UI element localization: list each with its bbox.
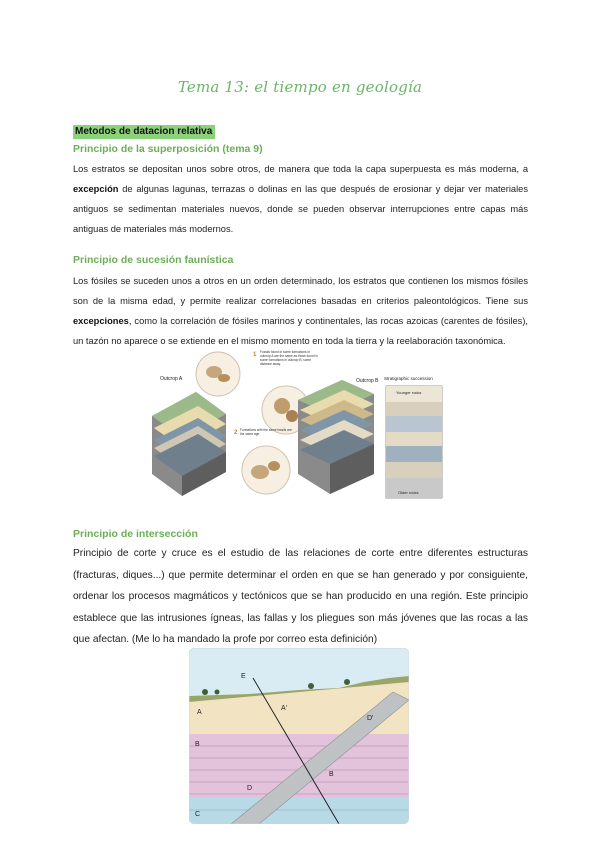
label-d-prime: D' bbox=[367, 715, 374, 722]
note1-text: Fossils found in some formations in outcrop A are the same as those found in some formations in outcrop B, some distance away. bbox=[260, 350, 318, 366]
faunistica-text-2: , como la correlación de fósiles marinos y continentales, las rocas azoicas (carentes de fósiles), un tazón no aparece o se extiende en el mismo momento en toda la tierra y la reelaboración taxonómica. bbox=[73, 316, 528, 346]
superposicion-paragraph bbox=[73, 159, 528, 239]
section-heading: Metodos de datacion relativa bbox=[73, 125, 215, 139]
outcrop-a-label: Outcrop A bbox=[160, 376, 183, 382]
superposicion-bold: excepción bbox=[73, 184, 119, 194]
label-a: A bbox=[197, 709, 202, 716]
note1 bbox=[260, 350, 318, 390]
label-c: C bbox=[195, 811, 201, 818]
label-b: B bbox=[195, 741, 200, 748]
strat-title: Stratigraphic succession bbox=[384, 376, 433, 381]
outcrop-a-block bbox=[152, 392, 226, 496]
younger-rocks-label: Younger rocks bbox=[396, 390, 422, 395]
document-title: Tema 13: el tiempo en geología bbox=[177, 78, 423, 96]
outcrop-b-block bbox=[298, 380, 374, 494]
faunistica-text-1: Los fósiles se suceden unos a otros en un orden determinado, los estratos que contienen los mismos fósiles son de la misma edad, y permite realizar correlaciones basadas en criterios paleontológicos. Tiene sus bbox=[73, 276, 528, 306]
strat-column bbox=[386, 386, 442, 498]
label-b-prime: B bbox=[329, 771, 334, 778]
interseccion-heading: Principio de intersección bbox=[73, 528, 198, 540]
interseccion-paragraph: Principio de corte y cruce es el estudio de las relaciones de corte entre diferentes estructuras (fracturas, diques...) que permite determinar el orden en que se han generado y por consiguiente, ordenar los procesos magmáticos y tectónicos que se han producido en una región. Este principio establece que las intrusiones ígneas, las fallas y los pliegues son más jóvenes que las rocas a las que afectan. (Me lo ha mandado la profe por correo esta definición) bbox=[73, 548, 528, 645]
fossil-succession-figure bbox=[148, 344, 461, 500]
label-d: D bbox=[247, 785, 253, 792]
older-rocks-label: Older rocks bbox=[398, 490, 419, 495]
note2-number: 2 bbox=[234, 430, 238, 436]
outcrop-b-label: Outcrop B bbox=[356, 378, 379, 384]
note1-number: 1 bbox=[253, 352, 257, 358]
note2 bbox=[240, 428, 292, 444]
label-e: E bbox=[241, 673, 246, 680]
superposicion-heading: Principio de la superposición (tema 9) bbox=[73, 143, 263, 155]
note2-text: Formations with the same fossils are the same age. bbox=[240, 428, 292, 436]
label-a-prime: A' bbox=[281, 705, 288, 712]
cross-cutting-figure bbox=[189, 648, 409, 824]
faunistica-paragraph bbox=[73, 271, 528, 351]
faunistica-heading: Principio de sucesión faunística bbox=[73, 254, 234, 266]
faunistica-bold: excepciones bbox=[73, 316, 129, 326]
superposicion-text-1: Los estratos se depositan unos sobre otros, de manera que toda la capa superpuesta es más moderna, a bbox=[73, 164, 528, 174]
superposicion-text-2: de algunas lagunas, terrazas o dolinas en las que después de erosionar y dejar ver materiales antiguos se sedimentan materiales nuevos, donde se pueden observar interrupciones entre capas más antiguas de materiales más modernos. bbox=[73, 184, 528, 234]
